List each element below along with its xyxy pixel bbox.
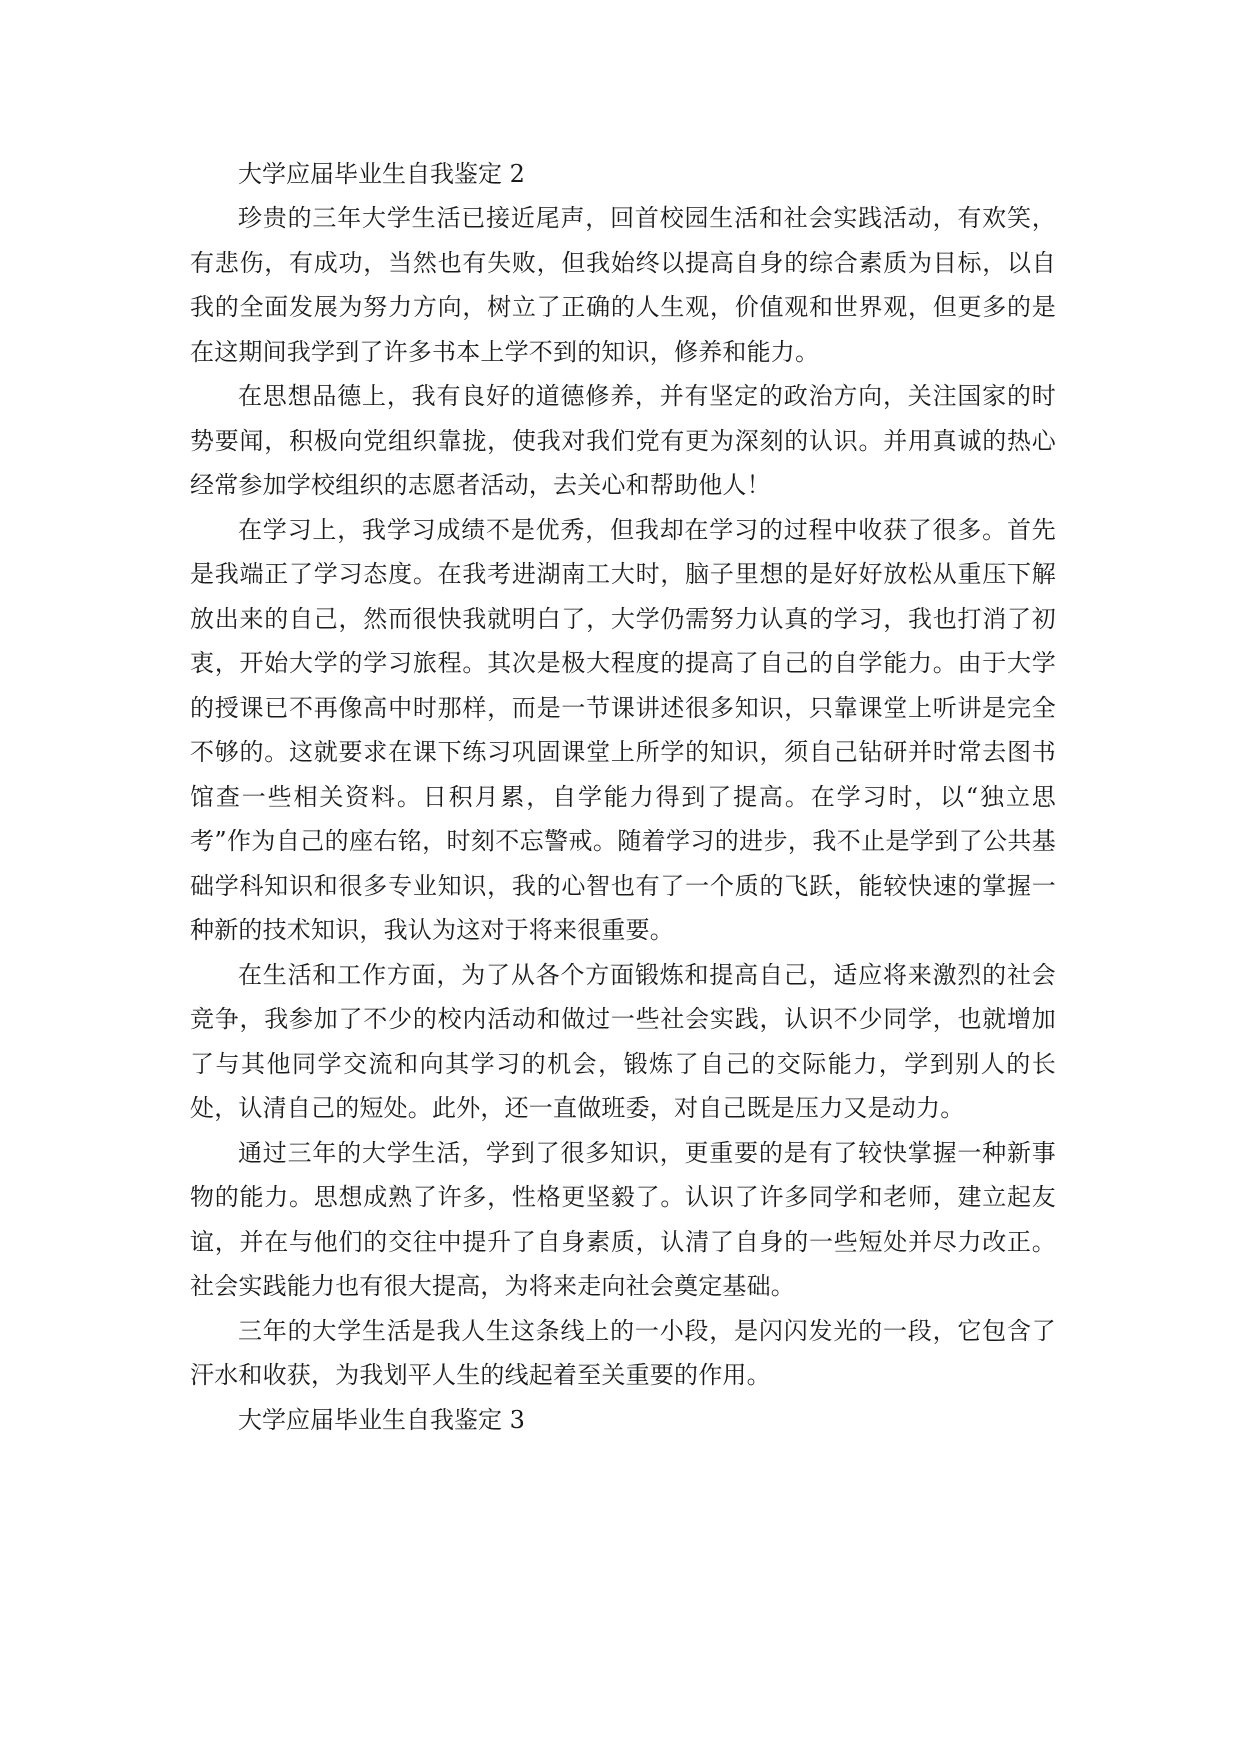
paragraph-morality: 在思想品德上，我有良好的道德修养，并有坚定的政治方向，关注国家的时势要闻，积极向党组织靠拢，使我对我们党有更为深刻的认识。并用真诚的热心经常参加学校组织的志愿者活动，去关心和帮助他人！ [190,382,1056,499]
section-heading-3: 大学应届毕业生自我鉴定 3 [238,1405,525,1434]
section-heading-2: 大学应届毕业生自我鉴定 2 [238,160,525,188]
paragraph-intro: 珍贵的三年大学生活已接近尾声，回首校园生活和社会实践活动，有欢笑，有悲伤，有成功，当然也有失败，但我始终以提高自身的综合素质为目标，以自我的全面发展为努力方向，树立了正确的人生观，价值观和世界观，但更多的是在这期间我学到了许多书本上学不到的知识，修养和能力。 [190,204,1056,366]
paragraph-study: 在学习上，我学习成绩不是优秀，但我却在学习的过程中收获了很多。首先是我端正了学习态度。在我考进湖南工大时，脑子里想的是好好放松从重压下解放出来的自己，然而很快我就明白了，大学仍需努力认真的学习，我也打消了初衷，开始大学的学习旅程。其次是极大程度的提高了自己的自学能力。由于大学的授课已不再像高中时那样，而是一节课讲述很多知识，只靠课堂上听讲是完全不够的。这就要求在课下练习巩固课堂上所学的知识，须自己钻研并时常去图书馆查一些相关资料。日积月累，自学能力得到了提高。在学习时，以“独立思考”作为自己的座右铭，时刻不忘警戒。随着学习的进步，我不止是学到了公共基础学科知识和很多专业知识，我的心智也有了一个质的飞跃，能较快速的掌握一种新的技术知识，我认为这对于将来很重要。 [190,515,1056,944]
paragraph-life-work: 在生活和工作方面，为了从各个方面锻炼和提高自己，适应将来激烈的社会竞争，我参加了不少的校内活动和做过一些社会实践，认识不少同学，也就增加了与其他同学交流和向其学习的机会，锻炼了自己的交际能力，学到别人的长处，认清自己的短处。此外，还一直做班委，对自己既是压力又是动力。 [190,960,1056,1122]
paragraph-conclusion: 三年的大学生活是我人生这条线上的一小段，是闪闪发光的一段，它包含了汗水和收获，为我划平人生的线起着至关重要的作用。 [190,1316,1056,1389]
paragraph-summary: 通过三年的大学生活，学到了很多知识，更重要的是有了较快掌握一种新事物的能力。思想成熟了许多，性格更坚毅了。认识了许多同学和老师，建立起友谊，并在与他们的交往中提升了自身素质，认清了自身的一些短处并尽力改正。社会实践能力也有很大提高，为将来走向社会奠定基础。 [190,1138,1056,1300]
document-page [190,152,1056,1442]
